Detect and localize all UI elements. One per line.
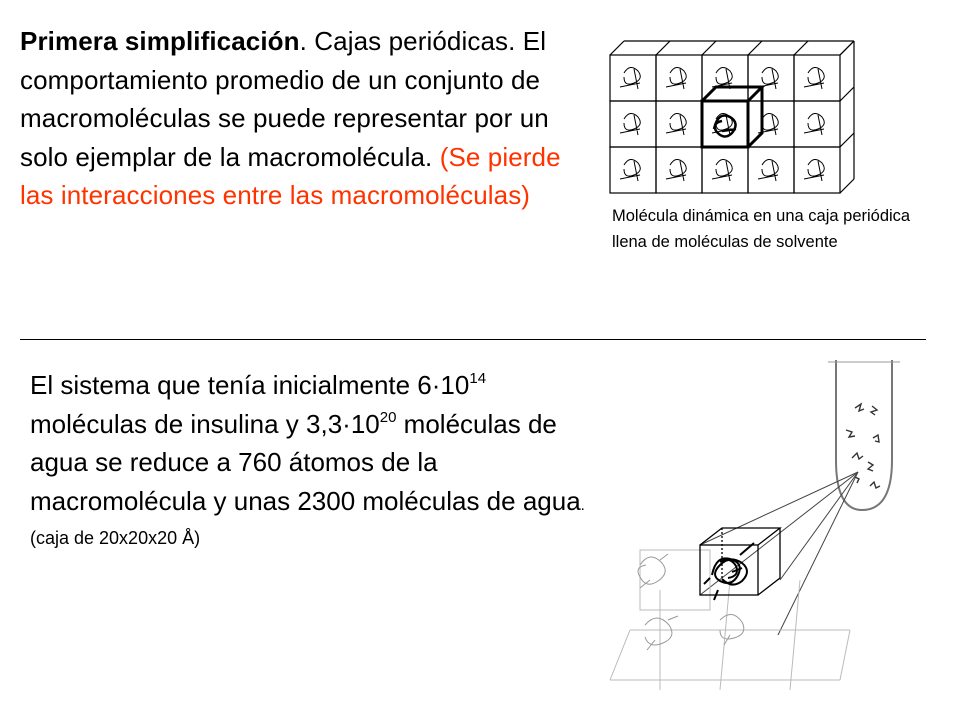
grid-cell	[610, 147, 656, 193]
intro-paragraph	[20, 22, 580, 215]
box-size-note: (caja de 20x20x20 Å)	[30, 528, 201, 548]
grid-cell	[656, 101, 702, 147]
grid-cell	[748, 147, 794, 193]
grid-edge	[610, 41, 624, 55]
grid-cell	[702, 147, 748, 193]
grid-cell	[610, 101, 656, 147]
grid-cell	[794, 55, 840, 101]
figure-caption: Molécula dinámica en una caja periódica llena de moléculas de solvente	[612, 207, 911, 251]
heading-rest: . Cajas periódicas.	[299, 26, 516, 56]
system-paragraph	[30, 366, 590, 551]
periodic-box-illustration	[600, 20, 860, 195]
period: .	[580, 496, 585, 514]
grid-cell	[610, 55, 656, 101]
solvent-molecule	[804, 113, 824, 135]
solvent-molecule	[758, 159, 778, 181]
solvent-molecule	[620, 159, 640, 181]
grid-edge	[840, 87, 854, 101]
grid-cell	[656, 147, 702, 193]
solvent-molecule	[620, 113, 640, 135]
grid-edge	[840, 179, 854, 193]
grid-cell	[794, 101, 840, 147]
grid-edge	[840, 41, 854, 55]
grid-edge	[840, 133, 854, 147]
macromolecule	[714, 116, 736, 137]
section-divider	[20, 339, 926, 340]
system-text-1: El sistema que tenía inicialmente 6·10	[30, 370, 470, 400]
grid-edge	[656, 41, 670, 55]
grid-cell	[656, 55, 702, 101]
solvent-molecule	[666, 159, 686, 181]
solvent-molecule	[666, 67, 686, 89]
system-text-3: moléculas de agua se reduce a 760 átomos de la macromolécula y unas 2300 moléculas de agua	[30, 408, 581, 516]
note-red: (Se pierde las interacciones entre las macromoléculas)	[20, 141, 561, 210]
grid-cell	[702, 101, 748, 147]
grid-cell	[794, 147, 840, 193]
body-text: El comportamiento promedio de un conjunto de macromoléculas se puede representar por un solo ejemplar de la macromolécula.	[20, 26, 549, 172]
grid-edge	[794, 41, 808, 55]
solvent-molecule	[620, 67, 640, 89]
grid-edge	[702, 41, 716, 55]
heading-bold: Primera simplificación	[20, 26, 300, 56]
solvent-molecule	[804, 159, 824, 181]
solvent-molecule	[804, 67, 824, 89]
exponent-20: 20	[379, 408, 397, 426]
solvent-molecule	[666, 113, 686, 135]
test-tube-illustration	[600, 350, 940, 710]
system-text-2: moléculas de insulina y 3,3·10	[30, 408, 380, 439]
central-box	[702, 101, 748, 147]
test-tube-outline	[836, 360, 892, 510]
grid-edge	[748, 41, 762, 55]
solvent-molecule	[712, 159, 732, 181]
exponent-14: 14	[469, 370, 487, 387]
faint-grid	[610, 550, 850, 690]
